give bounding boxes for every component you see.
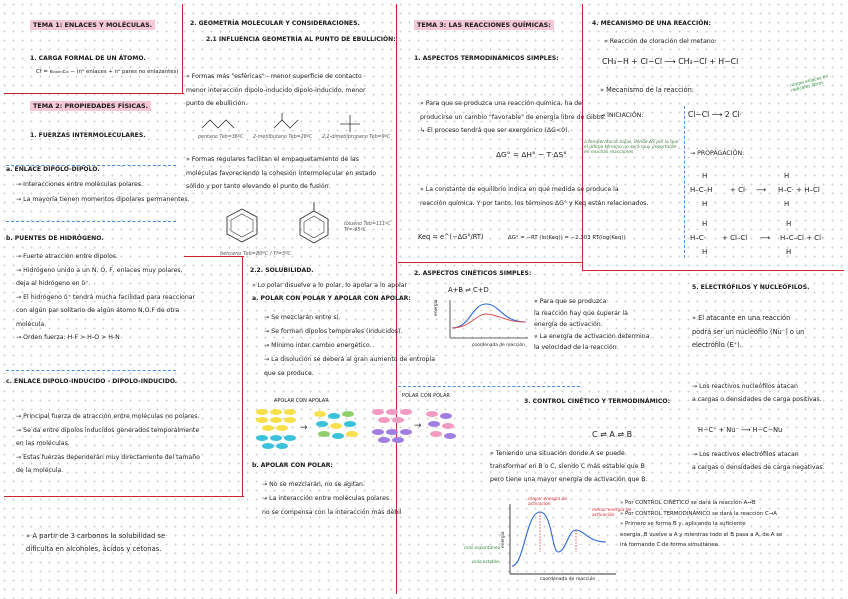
electrofilo-line: electrófilo (E⁺). <box>692 341 742 349</box>
keq-equation-2: ΔG° = −RT (ln(Keq)) = −2.303 RT(log(Keq)) <box>508 235 626 241</box>
control-reaction: C ⇌ A ⇌ B <box>592 430 633 439</box>
puentes-line: deja al hidrógeno en δ⁺. <box>16 280 91 287</box>
polar-line: → Se forman dipolos temporales (inducidos). <box>264 328 403 335</box>
polar-polar-label: a. POLAR CON POLAR Y APOLAR CON APOLAR: <box>252 295 411 302</box>
svg-text:⟶: ⟶ <box>756 186 767 194</box>
svg-text:H: H <box>702 172 708 180</box>
sep-col1-c <box>6 370 176 371</box>
puentes-line: → El hidrógeno δ⁺ tendrá mucha facilidad para reaccionar <box>16 293 196 301</box>
solubilidad-line: » A partir de 3 carbonos la solubilidad se <box>26 532 166 540</box>
polar-line: → Mínimo inter cambio energético. <box>264 342 372 349</box>
label-mayor-energia: mayor energía de activación <box>528 497 568 507</box>
regulares-line: sólido y por tanto elevando el punto de fusión. <box>186 183 331 190</box>
esfericas-line: menor interacción dipolo-inducido dipolo-inducido, menor <box>186 86 366 94</box>
svg-text:⟶: ⟶ <box>760 234 771 242</box>
dipolo-dipolo-body <box>16 181 190 204</box>
svg-text:H: H <box>786 248 792 256</box>
nucleofilo-equation: H−C⁺ + Nu⁻ ⟶ H−C−Nu <box>698 426 783 434</box>
toluene-label: tolueno Teb=111ºC Tf=-95ºC <box>344 222 391 233</box>
svg-text:H: H <box>786 220 792 228</box>
dipolo-inducido-label: c. ENLACE DIPOLO-INDUCIDO - DIPOLO-INDUCIDO. <box>6 378 178 385</box>
termodinamicos-label: 1. ASPECTOS TERMODINÁMICOS SIMPLES: <box>414 55 559 62</box>
regulares-line: » Formas regulares facilitan el empaquetamiento de las <box>186 156 359 163</box>
tema2-title: TEMA 2: PROPIEDADES FÍSICAS. <box>30 101 151 111</box>
inducido-line: → Principal fuerza de atracción entre moléculas no polares. <box>16 413 200 420</box>
geometria-ebullicion-title <box>206 36 396 43</box>
alkane-labels <box>198 134 390 142</box>
apolar-group-1 <box>256 409 296 431</box>
geometria-ebullicion-label: 2.1 INFLUENCIA GEOMETRÍA AL PUNTO DE EBULLICIÓN: <box>206 36 396 43</box>
control-x-label: coordenada de reacción <box>540 577 596 582</box>
label-menor-energia: menor energía de activación <box>592 508 632 518</box>
iniciacion-equation: Cl−Cl ⟶ 2 Cl· <box>688 110 742 119</box>
polar-group-2 <box>372 429 412 443</box>
apolar-polar-body <box>262 478 402 520</box>
apolar-line: → La interacción entre moléculas polares <box>262 495 390 502</box>
mecanismo-title <box>592 20 711 27</box>
energy-x-label: coordenada de reacción <box>472 343 525 348</box>
polar-line: que se produce. <box>264 370 314 377</box>
inducido-line: en las moléculas. <box>16 440 70 447</box>
svg-text:H: H <box>784 172 790 180</box>
propagation-step-1 <box>690 172 820 208</box>
label-mas-espontanea: más espontánea <box>464 546 501 551</box>
regulares-line: moléculas favoreciendo la cohesión intermolecular en estado <box>186 169 377 177</box>
pentano-structure <box>202 120 234 128</box>
benzene-label: benceno Teb=80ºC / Tf=5ºC <box>220 251 292 257</box>
tema3-title: TEMA 3: LAS REACCIONES QUÍMICAS: <box>414 20 554 30</box>
apolar-group-2 <box>256 435 296 449</box>
dimetilpropano-label: 2,2-dimetilpropano Teb=9ºC <box>321 135 391 140</box>
cineticos-label: 2. ASPECTOS CINÉTICOS SIMPLES: <box>414 270 532 277</box>
dipolo-inducido-body <box>16 410 200 478</box>
mix-arrow-2: → <box>414 421 422 431</box>
cinetico-line: energía de activación. <box>534 321 603 328</box>
propagation-step-2 <box>690 220 823 256</box>
termodinamicos-body <box>420 97 606 138</box>
svg-text:H–C–Cl + Cl·: H–C–Cl + Cl· <box>780 234 824 242</box>
fuerzas-title <box>30 132 146 139</box>
apolar-line: → No se mezclarán, no se agitan. <box>262 481 365 488</box>
sep-col1-b <box>6 221 176 222</box>
svg-text:H: H <box>702 200 708 208</box>
svg-text:H: H <box>702 220 708 228</box>
carga-formal-title <box>30 55 146 62</box>
svg-text:H–C·: H–C· <box>690 234 706 242</box>
divider-col1 <box>182 4 183 94</box>
control-right-line: » Primero se forma B y, aplicando la suficiente <box>620 521 746 528</box>
control-right-line: energía, B vuelve a A y mientras todo el B pasa a A, de A se <box>620 531 783 538</box>
divider-col4-mid <box>582 270 844 271</box>
svg-text:+ Cl·: + Cl· <box>730 186 748 194</box>
keq-line: » La constante de equilibrio indica en qué medida se produce la <box>420 186 619 193</box>
nucleofilo-line: a cargas o densidades de carga positivas. <box>692 396 822 403</box>
tema1-title: TEMA 1: ENLACES Y MOLÉCULAS. <box>30 20 155 30</box>
esfericas-line: punto de ebullición. <box>186 100 248 107</box>
puentes-line: → Hidrógeno unido a un N, O, F, enlaces muy polares, <box>16 266 183 274</box>
carga-formal-formula: Cf = eᵥₐₗₑₙcᵢₐ − (nᵉ enlaces + nᵉ pares no enlazantes) <box>36 69 179 75</box>
divider-col2 <box>242 256 243 496</box>
mecanismo-annotation: rompe enlaces en radicales libres <box>789 74 829 94</box>
cloracion-equation: CH₃−H + Cl−Cl ⟶ CH₃−Cl + H−Cl <box>602 57 739 66</box>
sep-col3-a <box>398 386 580 387</box>
fuerzas-label: 1. FUERZAS INTERMOLECULARES. <box>30 132 146 139</box>
gibbs-equation: ΔG° = ΔH° − T·ΔS° <box>496 150 567 159</box>
apolar-polar-label: b. APOLAR CON POLAR: <box>252 462 333 469</box>
svg-text:H: H <box>702 248 708 256</box>
gibbs-annotation: a temperaturas bajas, dónde ΔS por lo que el último término no será muy importante en muchas reacciones <box>584 140 679 155</box>
electrofilo-line: » El atacante en una reacción <box>692 314 791 322</box>
electrofilo-reactivo-line: a cargas o densidades de carga negativas. <box>692 464 825 471</box>
cinetico-line: » Para que se produzca <box>534 298 607 305</box>
cineticos-title <box>414 270 531 277</box>
apolar-polar-title <box>252 462 333 469</box>
control-right-line: irá formando C de forma simultánea. <box>620 542 720 549</box>
puentes-line: → Orden fuerza: H-F > H-O > H-N <box>16 334 120 341</box>
cinetico-line: la reacción hay que superar la <box>534 309 628 317</box>
metilbutano-label: 2-metilbutano Teb=28ºC <box>252 135 313 140</box>
polar-polar-body <box>264 311 435 381</box>
pentano-label: pentano Teb=36ºC <box>198 135 244 140</box>
termo-line: » Para que se produzca una reacción química, ha de <box>420 100 582 107</box>
geometria-label: 2. GEOMETRÍA MOLECULAR Y CONSIDERACIONES. <box>190 20 360 27</box>
svg-text:+ Cl–Cl: + Cl–Cl <box>722 234 748 242</box>
puentes-body <box>16 250 195 345</box>
geometria-title <box>190 20 360 27</box>
dipolo-inducido-title <box>6 378 177 385</box>
sep-col4-a <box>684 106 685 258</box>
polar-polar-diagram-label: POLAR CON POLAR <box>402 393 450 399</box>
svg-text:H–C–H: H–C–H <box>690 186 713 194</box>
mix-arrow-1: → <box>300 423 308 433</box>
esfericas-line: » Formas más "esféricas" - menor superficie de contacto <box>186 73 362 80</box>
electrofilo-reactivo-body <box>692 448 825 474</box>
nucleofilo-body <box>692 380 822 406</box>
puentes-line: molécula. <box>16 320 47 328</box>
puentes-line: con algún par solitario de algún átomo N,O,F de otra <box>16 307 180 314</box>
solubilidad-intro: » Lo polar disuelve a lo polar, lo apolar a lo apolar <box>252 282 408 289</box>
puentes-line: → Fuerte atracción entre dipolos. <box>16 253 118 260</box>
apolar-apolar-diagram-label: APOLAR CON APOLAR <box>274 398 329 404</box>
inducido-line: → Se da entre dipolos inducidos generados temporalmente <box>16 426 200 434</box>
polar-polar-title <box>252 295 411 302</box>
solubilidad-title <box>250 267 314 274</box>
esfericas-body <box>186 70 366 111</box>
toluene-structure <box>292 200 336 248</box>
solubilidad-line: dificulta en alcoholes, ácidos y cetonas. <box>26 545 162 553</box>
keq-equation: Keq = e^(−ΔG°/RT) <box>418 233 484 241</box>
keq-line: reacción química. Y por tanto, los términos ΔG° y Keq están relacionados. <box>420 199 649 207</box>
benzene-structure <box>222 205 262 247</box>
control-right-body <box>620 498 782 551</box>
apolar-mixed <box>314 411 358 439</box>
control-right-line: » Por CONTROL CINÉTICO se dará la reacción A→B <box>620 500 756 506</box>
control-curve <box>512 512 606 566</box>
solubilidad-label: 2.2. SOLUBILIDAD. <box>250 267 314 274</box>
dipolo-line: → La mayoría tienen momentos dipolares permanentes. <box>16 196 190 204</box>
control-title <box>524 398 670 405</box>
energy-curve <box>452 304 526 328</box>
svg-text:H: H <box>784 200 790 208</box>
electrofilo-line: podrá ser un nucleófilo (Nu⁻) o un <box>692 327 805 336</box>
puentes-label: b. PUENTES DE HIDRÓGENO. <box>6 235 104 242</box>
svg-text:H–C· + H–Cl: H–C· + H–Cl <box>778 186 820 194</box>
mecanismo-label: 4. MECANISMO DE UNA REACCIÓN: <box>592 20 711 27</box>
benzene-inner-ring <box>231 214 253 237</box>
control-line: » Teniendo una situación donde A se puede <box>490 450 625 457</box>
electrofilo-reactivo-line: → Los reactivos electrófilos atacan <box>692 451 799 458</box>
electrofilos-label: 5. ELECTRÓFILOS Y NUCLEÓFILOS. <box>692 284 810 291</box>
termo-line: producirse un cambio "favorable" de energía libre de Gibbs. <box>420 113 606 121</box>
nucleofilo-line: → Los reactivos nucleófilos atacan <box>692 383 798 390</box>
carga-formal-label: 1. CARGA FORMAL DE UN ÁTOMO. <box>30 55 146 62</box>
energy-curve-catalyzed <box>452 314 526 328</box>
alkane-structures <box>200 112 390 134</box>
control-label: 3. CONTROL CINÉTICO Y TERMODINÁMICO: <box>524 398 671 405</box>
divider-col3-mid <box>398 262 582 263</box>
puentes-title <box>6 235 104 242</box>
inducido-line: de la molécula. <box>16 467 64 474</box>
dipolo-line: → Interacciones entre moléculas polares. <box>16 181 144 188</box>
inducido-line: → Estas fuerzas dependerán muy directamente del tamaño <box>16 453 200 461</box>
control-right-line: » Por CONTROL TERMODINÁMICO se dará la reacción C→A <box>620 510 777 517</box>
regulares-body <box>186 153 376 194</box>
control-body <box>490 447 647 486</box>
electrofilos-title <box>692 284 809 291</box>
energy-y-label: energía <box>434 299 439 316</box>
solubilidad-nota <box>26 530 165 556</box>
cineticos-reaction: A+B ⇌ C+D <box>448 286 489 294</box>
control-line: transformar en B o C, siendo C más estable que B <box>490 463 645 470</box>
mixing-diagram <box>248 404 468 456</box>
dipolo-dipolo-title <box>6 166 100 173</box>
polar-group-1 <box>372 409 412 423</box>
control-line: pero tiene una mayor energía de activación que B. <box>490 476 648 483</box>
polar-line: → La disolución se deberá al gran aumento de entropía <box>264 356 435 363</box>
iniciacion-label: → INICIACIÓN: <box>600 112 644 119</box>
control-y-label: energía <box>501 531 506 548</box>
dipolo-dipolo-label: a. ENLACE DIPOLO-DIPOLO. <box>6 166 100 173</box>
polar-line: → Se mezclarán entre sí. <box>264 314 341 321</box>
divider-bottom-left <box>4 496 244 497</box>
mecanismo-intro: » Reacción de cloración del metano: <box>604 38 717 45</box>
label-mas-estable: más estable <box>472 560 499 565</box>
termo-line: ↳ El proceso tendrá que ser exergónico (ΔG<0). <box>420 127 570 134</box>
propagacion-label: → PROPAGACIÓN: <box>690 150 745 157</box>
divider-top-left <box>4 93 184 94</box>
keq-body <box>420 183 648 210</box>
electrofilos-body <box>692 312 804 353</box>
propagation-diagram <box>690 170 846 260</box>
cinetico-line: » La energía de activación determina <box>534 332 650 340</box>
cinetico-line: la velocidad de la reacción. <box>534 344 619 351</box>
termodinamicos-title <box>414 55 559 62</box>
cineticos-body <box>534 296 649 354</box>
apolar-line: no se compensa con la interacción más débil <box>262 509 402 516</box>
metilbutano-structure <box>274 120 298 128</box>
toluene-inner-ring <box>304 216 324 238</box>
energy-profile-simple <box>446 298 532 344</box>
mecanismo-subtitle: » Mecanismo de la reacción: <box>600 86 695 94</box>
polar-mixed <box>426 411 456 439</box>
